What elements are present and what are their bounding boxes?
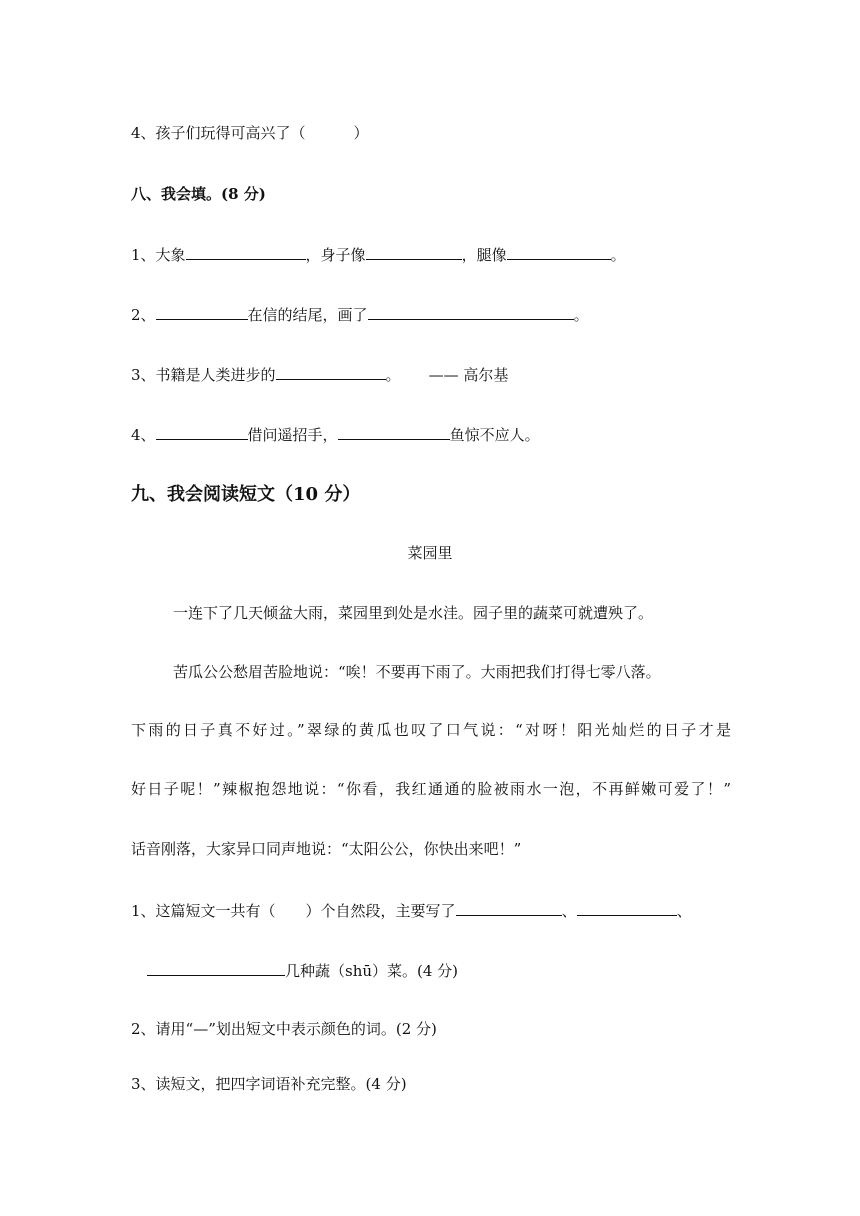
passage-paragraph-2: 苦瓜公公愁眉苦脸地说：“唉！不要再下雨了。大雨把我们打得七零八落。 xyxy=(173,663,661,681)
fill-blank[interactable] xyxy=(507,244,611,260)
passage-paragraph-1: 一连下了几天倾盆大雨，菜园里到处是水洼。园子里的蔬菜可就遭殃了。 xyxy=(173,604,654,622)
item-text: 4、 xyxy=(131,426,156,444)
fill-blank[interactable] xyxy=(156,304,248,320)
fill-blank[interactable] xyxy=(456,900,562,916)
question-text: 几种蔬（shū）菜。(4 分) xyxy=(285,962,459,980)
fill-blank[interactable] xyxy=(147,960,285,976)
paren-close: ） xyxy=(353,124,369,142)
fill-item-2 xyxy=(131,304,589,325)
item-text: 1、大象 xyxy=(131,246,186,264)
item-text: 。 xyxy=(610,246,626,264)
fill-blank[interactable] xyxy=(366,244,462,260)
item-text: ，身子像 xyxy=(305,246,366,264)
passage-line: 好日子呢！”辣椒抱怨地说：“你看，我红通通的脸被雨水一泡，不再鲜嫩可爱了！” xyxy=(131,780,731,798)
item-text: 3、书籍是人类进步的 xyxy=(131,366,276,384)
item-text: 借问遥招手， xyxy=(247,426,338,444)
reading-question-2: 2、请用“—”划出短文中表示颜色的词。(2 分) xyxy=(131,1020,437,1038)
item-text: 。 xyxy=(385,366,401,384)
fill-blank[interactable] xyxy=(368,304,574,320)
passage-line: 下雨的日子真不好过。”翠绿的黄瓜也叹了口气说：“对呀！阳光灿烂的日子才是 xyxy=(131,721,731,739)
question-text: 4、孩子们玩得可高兴了（ xyxy=(131,124,306,142)
reading-question-3: 3、读短文，把四字词语补充完整。(4 分) xyxy=(131,1075,407,1093)
item-text: 鱼惊不应人。 xyxy=(449,426,540,444)
section-8-heading: 八、我会填。(8 分) xyxy=(131,185,266,203)
quote-attribution: —— 高尔基 xyxy=(428,366,509,384)
separator: 、 xyxy=(561,902,577,920)
fill-item-4 xyxy=(131,424,540,445)
separator: 、 xyxy=(676,902,692,920)
item-text: 。 xyxy=(573,306,589,324)
reading-question-1-cont xyxy=(147,960,458,981)
fill-item-3 xyxy=(131,364,508,385)
question-text: ）个自然段，主要写了 xyxy=(305,902,456,920)
fill-blank[interactable] xyxy=(577,900,677,916)
passage-title: 菜园里 xyxy=(407,544,453,562)
fill-blank[interactable] xyxy=(156,424,248,440)
item-text: 在信的结尾，画了 xyxy=(247,306,368,324)
reading-question-1 xyxy=(131,900,692,921)
fill-blank[interactable] xyxy=(338,424,450,440)
fill-blank[interactable] xyxy=(276,364,386,380)
question-text: 1、这篇短文一共有（ xyxy=(131,902,276,920)
question-4-prev xyxy=(131,123,369,143)
fill-blank[interactable] xyxy=(186,244,306,260)
item-text: ，腿像 xyxy=(461,246,507,264)
item-text: 2、 xyxy=(131,306,156,324)
passage-line: 话音刚落，大家异口同声地说：“太阳公公，你快出来吧！” xyxy=(131,840,522,858)
fill-item-1 xyxy=(131,244,626,265)
section-9-heading: 九、我会阅读短文（10 分） xyxy=(131,484,361,505)
